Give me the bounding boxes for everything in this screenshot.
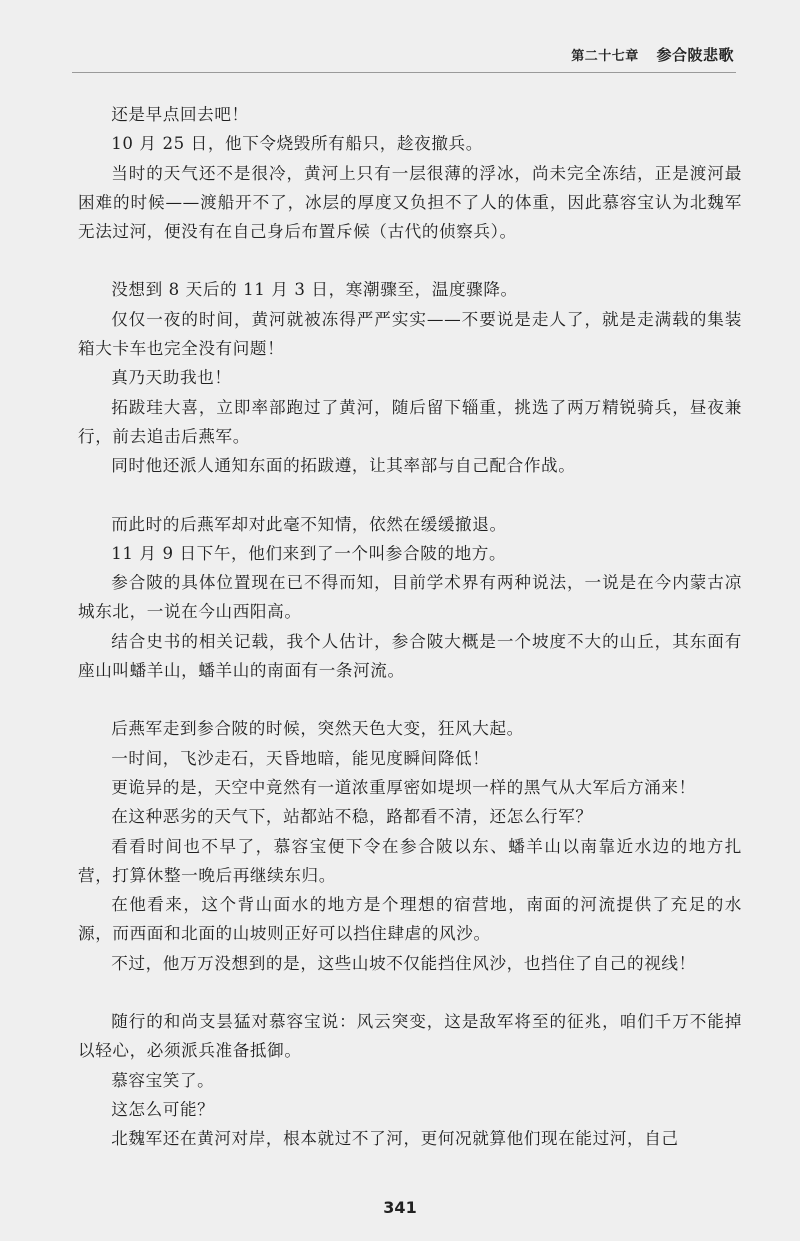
- paragraph: 而此时的后燕军却对此毫不知情，依然在缓缓撤退。: [111, 514, 507, 534]
- paragraph: 看看时间也不早了，慕容宝便下令在参合陂以东、蟠羊山以南靠近水边的地方扎营，打算休整一晚后再继续东归。: [78, 836, 742, 885]
- paragraph: 11 月 9 日下午，他们来到了一个叫参合陂的地方。: [111, 543, 507, 563]
- paragraph: 在这种恶劣的天气下，站都站不稳，路都看不清，还怎么行军？: [111, 807, 593, 827]
- paragraph: 参合陂的具体位置现在已不得而知，目前学术界有两种说法，一说是在今内蒙古凉城东北，一说在今山西阳高。: [78, 573, 742, 622]
- paragraph: 慕容宝笑了。: [111, 1070, 215, 1090]
- page-number: 341: [383, 1198, 417, 1217]
- paragraph: 一时间，飞沙走石，天昏地暗，能见度瞬间降低！: [111, 748, 490, 768]
- paragraph: 在他看来，这个背山面水的地方是个理想的宿营地，南面的河流提供了充足的水源，而西面和北面的山坡则正好可以挡住肆虐的风沙。: [78, 895, 742, 944]
- paragraph: 后燕军走到参合陂的时候，突然天色大变，狂风大起。: [111, 719, 524, 739]
- running-header: [571, 44, 734, 65]
- paragraph: 同时他还派人通知东面的拓跋遵，让其率部与自己配合作战。: [111, 456, 576, 476]
- paragraph: 仅仅一夜的时间，黄河就被冻得严严实实——不要说是走人了，就是走满载的集装箱大卡车也完全没有问题！: [78, 309, 742, 359]
- paragraph: 结合史书的相关记载，我个人估计，参合陂大概是一个坡度不大的山丘，其东面有座山叫蟠羊山，蟠羊山的南面有一条河流。: [78, 631, 742, 681]
- paragraph: 更诡异的是，天空中竟然有一道浓重厚密如堤坝一样的黑气从大军后方涌来！: [111, 777, 696, 797]
- paragraph: 真乃天助我也！: [111, 368, 232, 388]
- chapter-title: 参合陂悲歌: [656, 46, 734, 64]
- body-text: [78, 100, 742, 1154]
- paragraph: 10 月 25 日，他下令烧毁所有船只，趁夜撤兵。: [111, 134, 483, 154]
- paragraph: 北魏军还在黄河对岸，根本就过不了河，更何况就算他们现在能过河，自己: [111, 1129, 679, 1149]
- paragraph: 还是早点回去吧！: [111, 105, 249, 124]
- paragraph: 随行的和尚支昙猛对慕容宝说：风云突变，这是敌军将至的征兆，咱们千万不能掉以轻心，必须派兵准备抵御。: [78, 1012, 742, 1061]
- chapter-number: 第二十七章: [571, 49, 639, 64]
- paragraph: 没想到 8 天后的 11 月 3 日，寒潮骤至，温度骤降。: [111, 280, 518, 300]
- paragraph: 这怎么可能？: [111, 1099, 215, 1119]
- paragraph: 当时的天气还不是很冷，黄河上只有一层很薄的浮冰，尚未完全冻结，正是渡河最困难的时候——渡船开不了，冰层的厚度又负担不了人的体重，因此慕容宝认为北魏军无法过河，便没有在自己身后布置斥候（古代的侦察兵）。: [78, 163, 742, 242]
- paragraph: 不过，他万万没想到的是，这些山坡不仅能挡住风沙，也挡住了自己的视线！: [111, 953, 696, 973]
- header-rule: [72, 72, 736, 73]
- paragraph: 拓跋珪大喜，立即率部跑过了黄河，随后留下辎重，挑选了两万精锐骑兵，昼夜兼行，前去追击后燕军。: [78, 397, 742, 446]
